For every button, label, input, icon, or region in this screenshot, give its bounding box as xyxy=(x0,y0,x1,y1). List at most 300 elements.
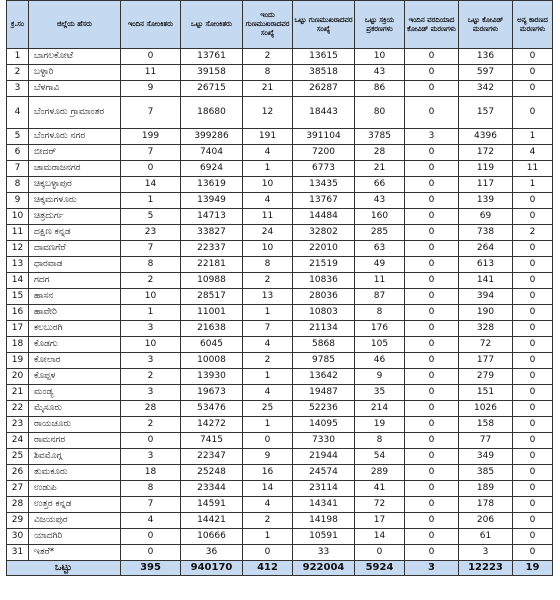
district-cell: ಕೋಲಾರ xyxy=(29,353,121,369)
total-recovered-cell: 7330 xyxy=(293,433,355,449)
today-cases-cell: 2 xyxy=(121,369,181,385)
today-cases-cell: 10 xyxy=(121,337,181,353)
total-deaths-cell: 1026 xyxy=(459,401,513,417)
today-cases-cell: 2 xyxy=(121,273,181,289)
active-cases-cell: 28 xyxy=(355,145,405,161)
total-deaths-cell: 3 xyxy=(459,545,513,561)
header-other-deaths: ಅನ್ಯ ಕಾರಣದ ಮರಣಗಳು xyxy=(513,1,553,49)
district-cell: ಯಾದಗಿರಿ xyxy=(29,529,121,545)
other-deaths-cell: 0 xyxy=(513,433,553,449)
header-row xyxy=(7,1,553,49)
covid-district-report xyxy=(6,0,552,576)
table-row xyxy=(7,49,553,65)
other-deaths-cell: 0 xyxy=(513,513,553,529)
serial-cell: 28 xyxy=(7,497,29,513)
active-cases-cell: 289 xyxy=(355,465,405,481)
active-cases-cell: 160 xyxy=(355,209,405,225)
district-cell: ಉತ್ತರ ಕನ್ನಡ xyxy=(29,497,121,513)
total-recovered-cell: 13435 xyxy=(293,177,355,193)
today-deaths-cell: 0 xyxy=(405,97,459,129)
total-recovered-cell: 21944 xyxy=(293,449,355,465)
active-cases-cell: 43 xyxy=(355,65,405,81)
table-row xyxy=(7,257,553,273)
totals-label: ಒಟ್ಟು xyxy=(7,561,121,576)
table-row xyxy=(7,497,553,513)
today-recovered-cell: 16 xyxy=(243,465,293,481)
today-cases-cell: 7 xyxy=(121,97,181,129)
district-cell: ಬೆಂಗಳೂರು ನಗರ xyxy=(29,129,121,145)
today-cases-cell: 11 xyxy=(121,65,181,81)
total-deaths-cell: 172 xyxy=(459,145,513,161)
today-deaths-cell: 0 xyxy=(405,401,459,417)
total-cases-cell: 36 xyxy=(181,545,243,561)
today-deaths-cell: 3 xyxy=(405,129,459,145)
other-deaths-cell: 0 xyxy=(513,97,553,129)
serial-cell: 20 xyxy=(7,369,29,385)
total-recovered-cell: 21519 xyxy=(293,257,355,273)
other-deaths-cell: 1 xyxy=(513,177,553,193)
today-deaths-cell: 0 xyxy=(405,145,459,161)
other-deaths-cell: 0 xyxy=(513,449,553,465)
serial-cell: 12 xyxy=(7,241,29,257)
serial-cell: 6 xyxy=(7,145,29,161)
table-row xyxy=(7,545,553,561)
table-row xyxy=(7,321,553,337)
today-recovered-cell: 4 xyxy=(243,497,293,513)
totals-today-recovered: 412 xyxy=(243,561,293,576)
today-recovered-cell: 24 xyxy=(243,225,293,241)
today-deaths-cell: 0 xyxy=(405,529,459,545)
today-cases-cell: 0 xyxy=(121,161,181,177)
today-cases-cell: 4 xyxy=(121,513,181,529)
district-cell: ಧಾರವಾಡ xyxy=(29,257,121,273)
today-deaths-cell: 0 xyxy=(405,433,459,449)
total-cases-cell: 22337 xyxy=(181,241,243,257)
other-deaths-cell: 0 xyxy=(513,81,553,97)
total-recovered-cell: 21134 xyxy=(293,321,355,337)
total-deaths-cell: 279 xyxy=(459,369,513,385)
total-deaths-cell: 190 xyxy=(459,305,513,321)
serial-cell: 8 xyxy=(7,177,29,193)
table-row xyxy=(7,529,553,545)
total-recovered-cell: 22010 xyxy=(293,241,355,257)
total-deaths-cell: 177 xyxy=(459,353,513,369)
total-recovered-cell: 33 xyxy=(293,545,355,561)
total-cases-cell: 14713 xyxy=(181,209,243,225)
total-recovered-cell: 6773 xyxy=(293,161,355,177)
active-cases-cell: 35 xyxy=(355,385,405,401)
today-recovered-cell: 13 xyxy=(243,289,293,305)
serial-cell: 27 xyxy=(7,481,29,497)
totals-total-cases: 940170 xyxy=(181,561,243,576)
other-deaths-cell: 0 xyxy=(513,193,553,209)
table-row xyxy=(7,81,553,97)
other-deaths-cell: 0 xyxy=(513,337,553,353)
total-recovered-cell: 10803 xyxy=(293,305,355,321)
today-cases-cell: 1 xyxy=(121,305,181,321)
serial-cell: 13 xyxy=(7,257,29,273)
total-cases-cell: 53476 xyxy=(181,401,243,417)
total-recovered-cell: 7200 xyxy=(293,145,355,161)
today-deaths-cell: 0 xyxy=(405,161,459,177)
header-district: ಜಿಲ್ಲೆಯ ಹೆಸರು xyxy=(29,1,121,49)
totals-total-recovered: 922004 xyxy=(293,561,355,576)
other-deaths-cell: 0 xyxy=(513,65,553,81)
district-cell: ಬಳ್ಳಾರಿ xyxy=(29,65,121,81)
table-row xyxy=(7,465,553,481)
today-recovered-cell: 4 xyxy=(243,337,293,353)
total-recovered-cell: 28036 xyxy=(293,289,355,305)
serial-cell: 17 xyxy=(7,321,29,337)
active-cases-cell: 21 xyxy=(355,161,405,177)
today-deaths-cell: 0 xyxy=(405,257,459,273)
serial-cell: 25 xyxy=(7,449,29,465)
table-row xyxy=(7,145,553,161)
other-deaths-cell: 11 xyxy=(513,161,553,177)
total-recovered-cell: 13767 xyxy=(293,193,355,209)
total-deaths-cell: 157 xyxy=(459,97,513,129)
total-deaths-cell: 119 xyxy=(459,161,513,177)
today-deaths-cell: 0 xyxy=(405,513,459,529)
today-recovered-cell: 9 xyxy=(243,449,293,465)
total-deaths-cell: 189 xyxy=(459,481,513,497)
serial-cell: 22 xyxy=(7,401,29,417)
serial-cell: 24 xyxy=(7,433,29,449)
table-row xyxy=(7,177,553,193)
active-cases-cell: 46 xyxy=(355,353,405,369)
other-deaths-cell: 0 xyxy=(513,545,553,561)
serial-cell: 18 xyxy=(7,337,29,353)
today-cases-cell: 3 xyxy=(121,385,181,401)
today-deaths-cell: 0 xyxy=(405,49,459,65)
district-cell: ಮೈಸೂರು xyxy=(29,401,121,417)
total-cases-cell: 13930 xyxy=(181,369,243,385)
total-deaths-cell: 151 xyxy=(459,385,513,401)
totals-other-deaths: 19 xyxy=(513,561,553,576)
today-recovered-cell: 7 xyxy=(243,321,293,337)
today-cases-cell: 8 xyxy=(121,257,181,273)
serial-cell: 16 xyxy=(7,305,29,321)
other-deaths-cell: 0 xyxy=(513,273,553,289)
today-cases-cell: 3 xyxy=(121,449,181,465)
total-recovered-cell: 18443 xyxy=(293,97,355,129)
other-deaths-cell: 0 xyxy=(513,369,553,385)
table-row xyxy=(7,273,553,289)
active-cases-cell: 41 xyxy=(355,481,405,497)
today-deaths-cell: 0 xyxy=(405,497,459,513)
today-cases-cell: 9 xyxy=(121,81,181,97)
total-deaths-cell: 328 xyxy=(459,321,513,337)
district-cell: ದಕ್ಷಿಣ ಕನ್ನಡ xyxy=(29,225,121,241)
today-cases-cell: 2 xyxy=(121,417,181,433)
table-row xyxy=(7,449,553,465)
today-recovered-cell: 1 xyxy=(243,529,293,545)
total-deaths-cell: 206 xyxy=(459,513,513,529)
table-body xyxy=(7,49,553,561)
other-deaths-cell: 1 xyxy=(513,129,553,145)
total-cases-cell: 14591 xyxy=(181,497,243,513)
total-cases-cell: 7415 xyxy=(181,433,243,449)
district-cell: ಚಿತ್ರದುರ್ಗ xyxy=(29,209,121,225)
total-cases-cell: 7404 xyxy=(181,145,243,161)
total-cases-cell: 13949 xyxy=(181,193,243,209)
total-cases-cell: 13619 xyxy=(181,177,243,193)
today-cases-cell: 23 xyxy=(121,225,181,241)
table-row xyxy=(7,513,553,529)
total-recovered-cell: 19487 xyxy=(293,385,355,401)
total-deaths-cell: 394 xyxy=(459,289,513,305)
district-cell: ರಾಮನಗರ xyxy=(29,433,121,449)
district-cell: ಕೊಪ್ಪಳ xyxy=(29,369,121,385)
total-deaths-cell: 613 xyxy=(459,257,513,273)
today-recovered-cell: 10 xyxy=(243,177,293,193)
active-cases-cell: 80 xyxy=(355,97,405,129)
total-recovered-cell: 24574 xyxy=(293,465,355,481)
totals-total-deaths: 12223 xyxy=(459,561,513,576)
today-cases-cell: 5 xyxy=(121,209,181,225)
total-cases-cell: 26715 xyxy=(181,81,243,97)
serial-cell: 23 xyxy=(7,417,29,433)
active-cases-cell: 214 xyxy=(355,401,405,417)
active-cases-cell: 66 xyxy=(355,177,405,193)
district-cell: ಚಿಕ್ಕಬಳ್ಳಾಪುರ xyxy=(29,177,121,193)
total-recovered-cell: 52236 xyxy=(293,401,355,417)
header-total-recovered: ಒಟ್ಟು ಗುಣಮುಖರಾದವರ ಸಂಖ್ಯೆ xyxy=(293,1,355,49)
today-deaths-cell: 0 xyxy=(405,305,459,321)
today-cases-cell: 0 xyxy=(121,433,181,449)
header-today-cases: ಇಂದಿನ ಸೋಂಕಿತರು xyxy=(121,1,181,49)
serial-cell: 19 xyxy=(7,353,29,369)
table-row xyxy=(7,209,553,225)
district-cell: ಶಿವಮೊಗ್ಗ xyxy=(29,449,121,465)
today-cases-cell: 0 xyxy=(121,529,181,545)
total-cases-cell: 6924 xyxy=(181,161,243,177)
active-cases-cell: 3785 xyxy=(355,129,405,145)
total-deaths-cell: 738 xyxy=(459,225,513,241)
today-cases-cell: 18 xyxy=(121,465,181,481)
district-cell: ಇತರೆ* xyxy=(29,545,121,561)
total-deaths-cell: 136 xyxy=(459,49,513,65)
district-cell: ತುಮಕೂರು xyxy=(29,465,121,481)
today-recovered-cell: 1 xyxy=(243,161,293,177)
total-deaths-cell: 61 xyxy=(459,529,513,545)
today-cases-cell: 199 xyxy=(121,129,181,145)
today-deaths-cell: 0 xyxy=(405,417,459,433)
district-cell: ಬೀದರ್ xyxy=(29,145,121,161)
active-cases-cell: 43 xyxy=(355,193,405,209)
active-cases-cell: 54 xyxy=(355,449,405,465)
total-cases-cell: 23344 xyxy=(181,481,243,497)
serial-cell: 26 xyxy=(7,465,29,481)
active-cases-cell: 49 xyxy=(355,257,405,273)
other-deaths-cell: 0 xyxy=(513,289,553,305)
today-deaths-cell: 0 xyxy=(405,321,459,337)
today-cases-cell: 28 xyxy=(121,401,181,417)
today-recovered-cell: 1 xyxy=(243,417,293,433)
today-recovered-cell: 1 xyxy=(243,305,293,321)
serial-cell: 3 xyxy=(7,81,29,97)
other-deaths-cell: 0 xyxy=(513,465,553,481)
active-cases-cell: 86 xyxy=(355,81,405,97)
district-table xyxy=(6,0,553,576)
today-recovered-cell: 191 xyxy=(243,129,293,145)
active-cases-cell: 9 xyxy=(355,369,405,385)
district-cell: ಉಡುಪಿ xyxy=(29,481,121,497)
today-recovered-cell: 14 xyxy=(243,481,293,497)
table-row xyxy=(7,433,553,449)
header-today-deaths: ಇಂದಿನ ವರದಿಯಾದ ಕೋವಿಡ್ ಮರಣಗಳು xyxy=(405,1,459,49)
total-cases-cell: 21638 xyxy=(181,321,243,337)
serial-cell: 30 xyxy=(7,529,29,545)
header-total-deaths: ಒಟ್ಟು ಕೋವಿಡ್ ಮರಣಗಳು xyxy=(459,1,513,49)
today-recovered-cell: 12 xyxy=(243,97,293,129)
total-cases-cell: 25248 xyxy=(181,465,243,481)
totals-row xyxy=(7,561,553,576)
table-row xyxy=(7,385,553,401)
total-cases-cell: 39158 xyxy=(181,65,243,81)
total-deaths-cell: 139 xyxy=(459,193,513,209)
table-row xyxy=(7,353,553,369)
today-deaths-cell: 0 xyxy=(405,241,459,257)
totals-active-cases: 5924 xyxy=(355,561,405,576)
today-cases-cell: 10 xyxy=(121,289,181,305)
total-recovered-cell: 14341 xyxy=(293,497,355,513)
table-row xyxy=(7,161,553,177)
today-recovered-cell: 1 xyxy=(243,369,293,385)
other-deaths-cell: 0 xyxy=(513,529,553,545)
totals-today-cases: 395 xyxy=(121,561,181,576)
serial-cell: 14 xyxy=(7,273,29,289)
total-recovered-cell: 10591 xyxy=(293,529,355,545)
district-cell: ಕಲಬುರಗಿ xyxy=(29,321,121,337)
today-deaths-cell: 0 xyxy=(405,369,459,385)
total-cases-cell: 11001 xyxy=(181,305,243,321)
active-cases-cell: 285 xyxy=(355,225,405,241)
total-deaths-cell: 141 xyxy=(459,273,513,289)
today-recovered-cell: 8 xyxy=(243,257,293,273)
total-recovered-cell: 10836 xyxy=(293,273,355,289)
today-recovered-cell: 0 xyxy=(243,433,293,449)
today-deaths-cell: 0 xyxy=(405,449,459,465)
today-recovered-cell: 4 xyxy=(243,145,293,161)
district-cell: ವಿಜಯಪುರ xyxy=(29,513,121,529)
total-deaths-cell: 69 xyxy=(459,209,513,225)
active-cases-cell: 11 xyxy=(355,273,405,289)
other-deaths-cell: 0 xyxy=(513,481,553,497)
active-cases-cell: 8 xyxy=(355,433,405,449)
today-cases-cell: 3 xyxy=(121,353,181,369)
table-row xyxy=(7,97,553,129)
total-cases-cell: 14272 xyxy=(181,417,243,433)
today-cases-cell: 1 xyxy=(121,193,181,209)
serial-cell: 2 xyxy=(7,65,29,81)
total-cases-cell: 22347 xyxy=(181,449,243,465)
serial-cell: 29 xyxy=(7,513,29,529)
total-deaths-cell: 4396 xyxy=(459,129,513,145)
total-deaths-cell: 158 xyxy=(459,417,513,433)
district-cell: ಚಾಮರಾಜನಗರ xyxy=(29,161,121,177)
today-cases-cell: 7 xyxy=(121,241,181,257)
other-deaths-cell: 0 xyxy=(513,241,553,257)
totals-today-deaths: 3 xyxy=(405,561,459,576)
today-deaths-cell: 0 xyxy=(405,65,459,81)
total-deaths-cell: 385 xyxy=(459,465,513,481)
total-cases-cell: 10666 xyxy=(181,529,243,545)
today-recovered-cell: 2 xyxy=(243,513,293,529)
total-recovered-cell: 23114 xyxy=(293,481,355,497)
active-cases-cell: 176 xyxy=(355,321,405,337)
other-deaths-cell: 0 xyxy=(513,209,553,225)
today-deaths-cell: 0 xyxy=(405,225,459,241)
active-cases-cell: 17 xyxy=(355,513,405,529)
serial-cell: 31 xyxy=(7,545,29,561)
active-cases-cell: 14 xyxy=(355,529,405,545)
today-recovered-cell: 2 xyxy=(243,49,293,65)
today-recovered-cell: 25 xyxy=(243,401,293,417)
total-recovered-cell: 38518 xyxy=(293,65,355,81)
active-cases-cell: 87 xyxy=(355,289,405,305)
table-row xyxy=(7,289,553,305)
table-row xyxy=(7,241,553,257)
table-row xyxy=(7,369,553,385)
district-cell: ದಾವಣಗೆರೆ xyxy=(29,241,121,257)
today-recovered-cell: 4 xyxy=(243,193,293,209)
total-deaths-cell: 77 xyxy=(459,433,513,449)
total-cases-cell: 33827 xyxy=(181,225,243,241)
today-recovered-cell: 21 xyxy=(243,81,293,97)
serial-cell: 15 xyxy=(7,289,29,305)
today-deaths-cell: 0 xyxy=(405,337,459,353)
header-serial: ಕ್ರ.ಸಂ xyxy=(7,1,29,49)
table-row xyxy=(7,129,553,145)
today-recovered-cell: 0 xyxy=(243,545,293,561)
today-deaths-cell: 0 xyxy=(405,209,459,225)
active-cases-cell: 0 xyxy=(355,545,405,561)
other-deaths-cell: 0 xyxy=(513,257,553,273)
header-active-cases: ಒಟ್ಟು ಸಕ್ರಿಯ ಪ್ರಕರಣಗಳು xyxy=(355,1,405,49)
other-deaths-cell: 0 xyxy=(513,385,553,401)
other-deaths-cell: 0 xyxy=(513,497,553,513)
district-cell: ಮಂಡ್ಯ xyxy=(29,385,121,401)
serial-cell: 10 xyxy=(7,209,29,225)
active-cases-cell: 63 xyxy=(355,241,405,257)
total-deaths-cell: 72 xyxy=(459,337,513,353)
district-cell: ಚಿಕ್ಕಮಗಳೂರು xyxy=(29,193,121,209)
total-cases-cell: 14421 xyxy=(181,513,243,529)
table-row xyxy=(7,401,553,417)
total-recovered-cell: 13615 xyxy=(293,49,355,65)
today-recovered-cell: 2 xyxy=(243,353,293,369)
district-cell: ಕೊಡಗು xyxy=(29,337,121,353)
table-row xyxy=(7,481,553,497)
today-recovered-cell: 10 xyxy=(243,241,293,257)
today-cases-cell: 7 xyxy=(121,145,181,161)
district-cell: ರಾಯಚೂರು xyxy=(29,417,121,433)
today-recovered-cell: 8 xyxy=(243,65,293,81)
other-deaths-cell: 0 xyxy=(513,401,553,417)
total-recovered-cell: 14198 xyxy=(293,513,355,529)
total-recovered-cell: 26287 xyxy=(293,81,355,97)
total-cases-cell: 10008 xyxy=(181,353,243,369)
total-deaths-cell: 342 xyxy=(459,81,513,97)
today-cases-cell: 0 xyxy=(121,545,181,561)
active-cases-cell: 72 xyxy=(355,497,405,513)
district-cell: ಗದಗ xyxy=(29,273,121,289)
total-recovered-cell: 14484 xyxy=(293,209,355,225)
total-cases-cell: 399286 xyxy=(181,129,243,145)
table-row xyxy=(7,337,553,353)
today-recovered-cell: 4 xyxy=(243,385,293,401)
